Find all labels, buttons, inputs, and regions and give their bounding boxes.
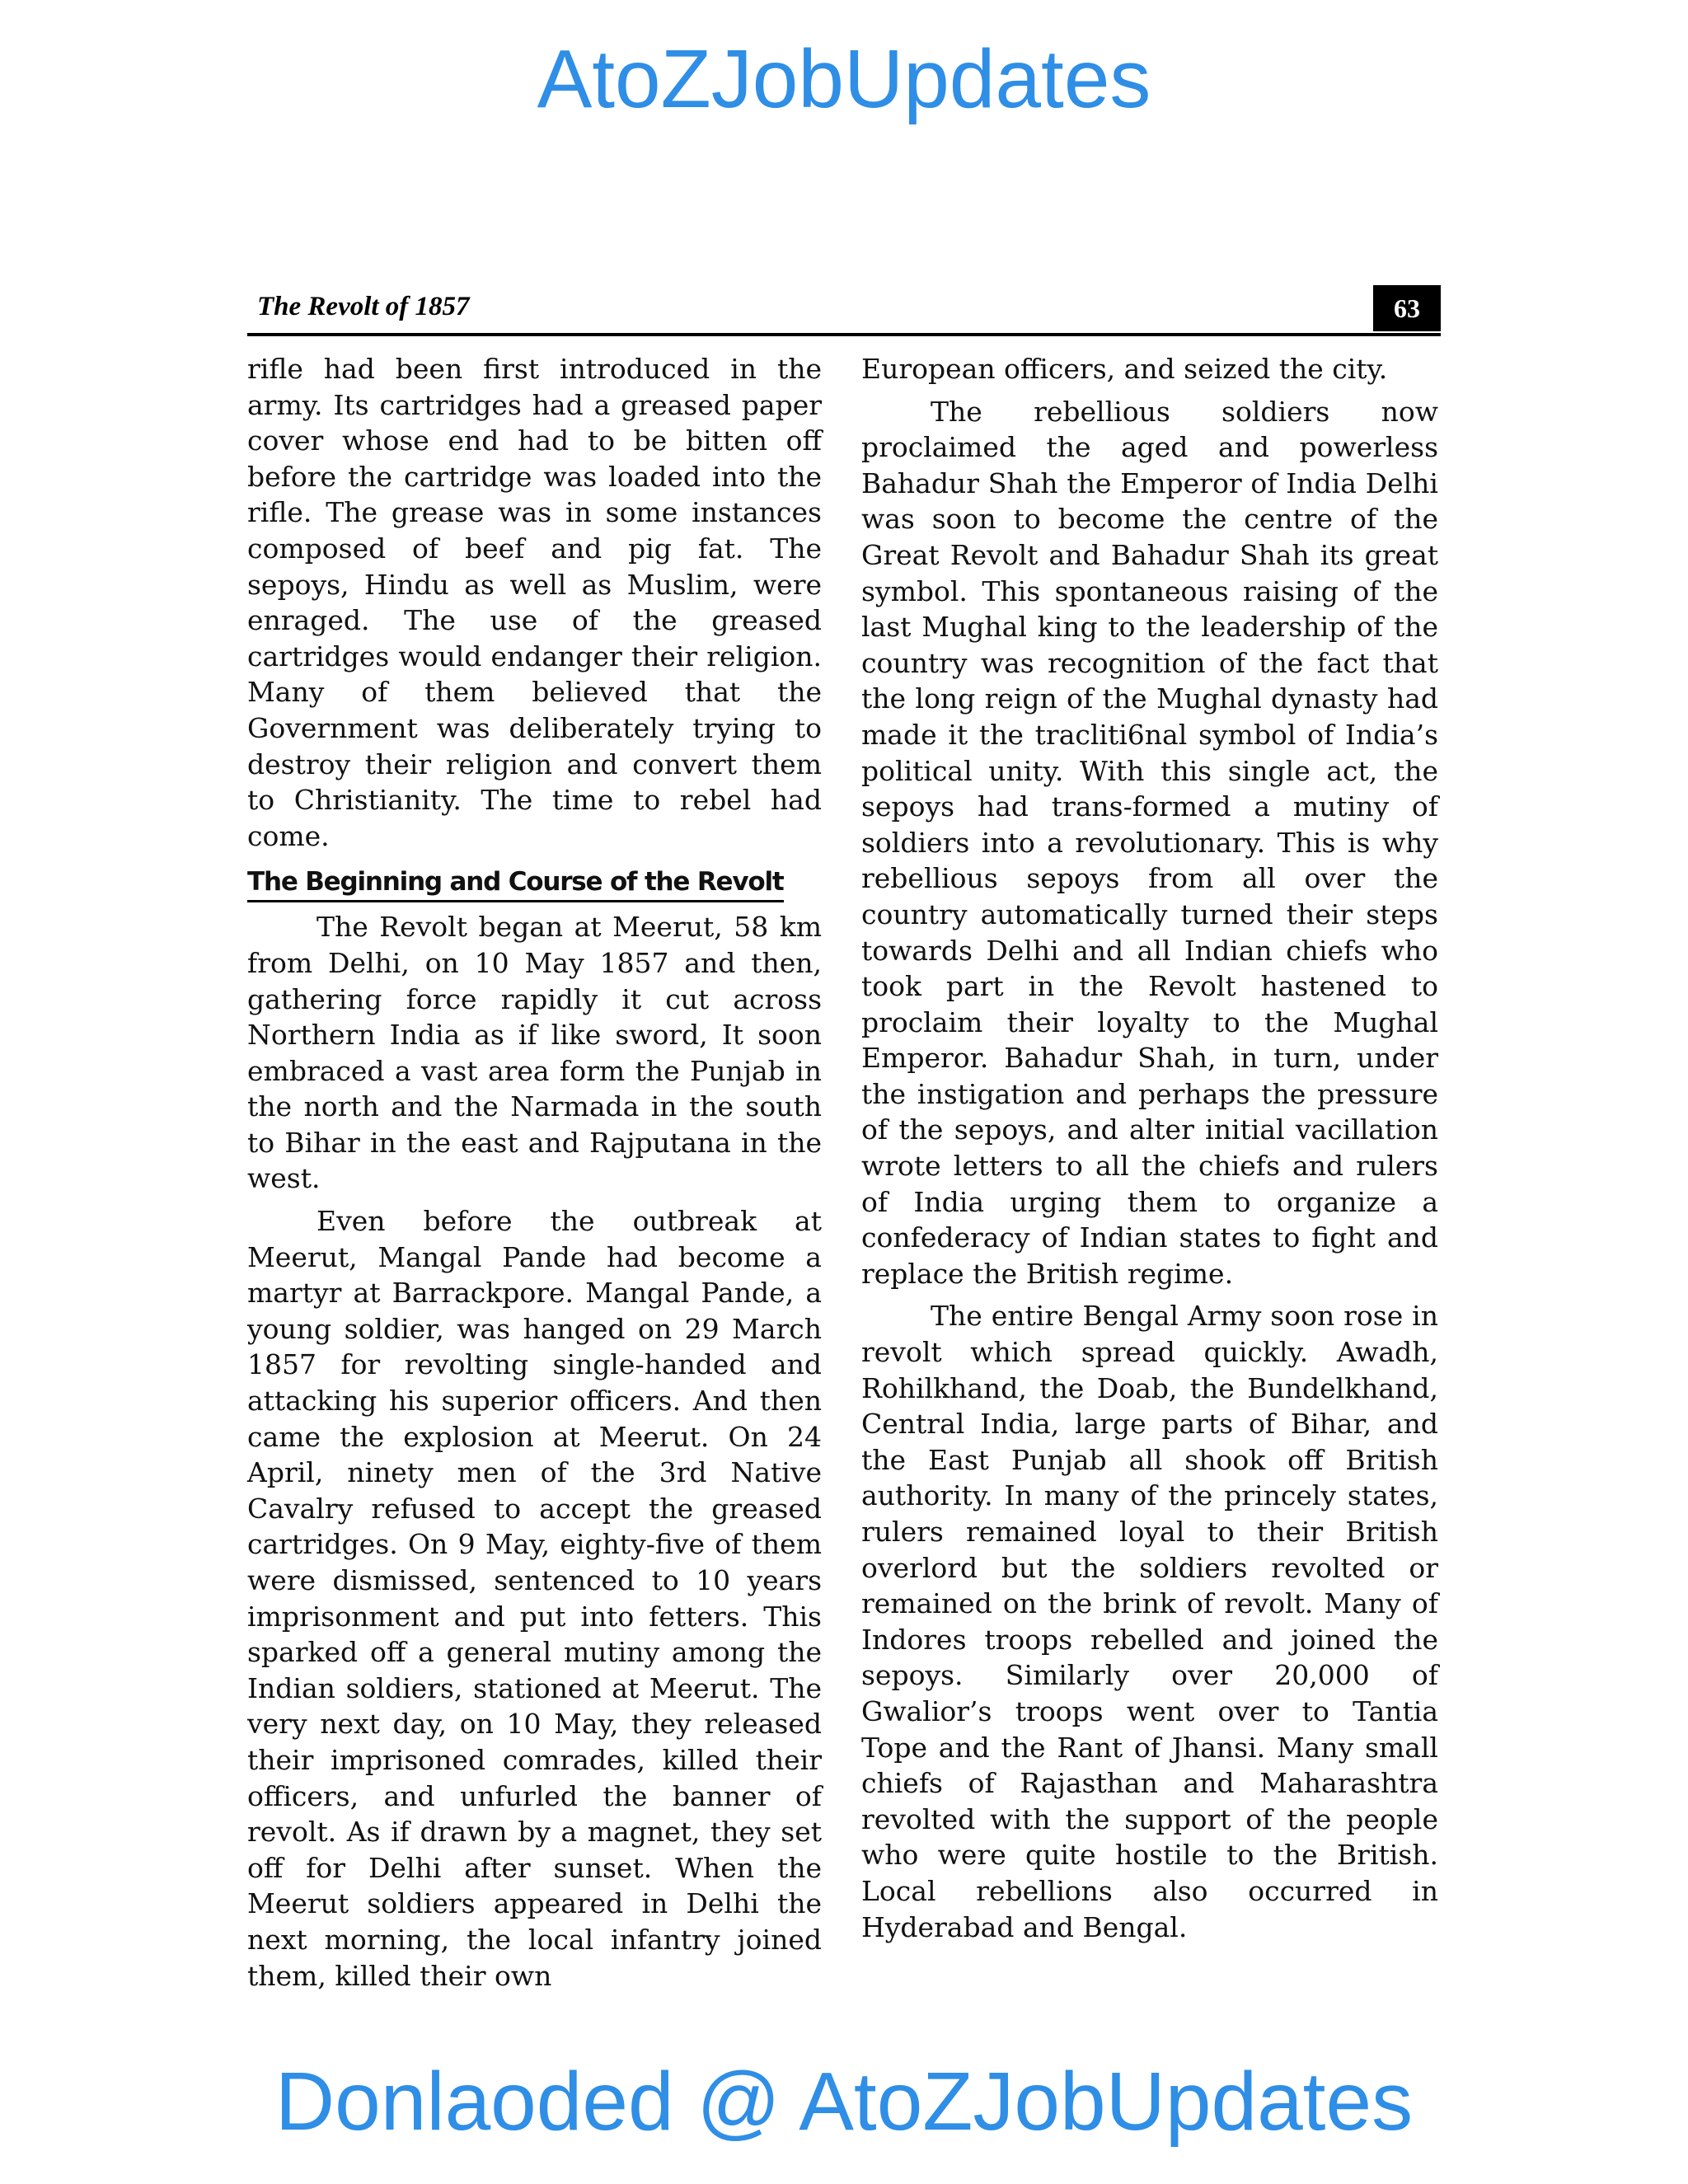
- section-heading: The Beginning and Course of the Revolt: [247, 865, 784, 902]
- page-number: 63: [1373, 285, 1441, 331]
- paragraph: The rebellious soldiers now proclaimed the aged and powerless Bahadur Shah the Emperor of India Delhi was soon to become the centre of the Great Revolt and Bahadur Shah its great symbol. This spontaneous raising of the last Mughal king to the leadership of the country was recognition of the fact that the long reign of the Mughal dynasty had made it the tracliti6nal symbol of India’s political unity. With this single act, the sepoys had trans-formed a mutiny of soldiers into a revolutionary. This is why rebellious sepoys from all over the country automatically turned their steps towards Delhi and all Indian chiefs who took part in the Revolt hastened to proclaim their loyalty to the Mughal Emperor. Bahadur Shah, in turn, under the instigation and perhaps the pressure of the sepoys, and alter initial vacillation wrote letters to all the chiefs and rulers of India urging them to organize a confederacy of Indian states to fight and replace the British regime.: [861, 395, 1438, 1290]
- right-column: [861, 351, 1438, 1952]
- running-title: The Revolt of 1857: [257, 292, 470, 321]
- watermark-bottom: Donlaoded @ AtoZJobUpdates: [274, 2055, 1414, 2148]
- watermark-top: AtoZJobUpdates: [537, 33, 1151, 125]
- paragraph: European officers, and seized the city.: [861, 353, 1388, 385]
- paragraph: rifle had been first introduced in the army. Its cartridges had a greased paper cover whose end had to be bitten off before the cartridge was loaded into the rifle. The grease was in some instances composed of beef and pig fat. The sepoys, Hindu as well as Muslim, were enraged. The use of the greased cartridges would endanger their religion. Many of them believed that the Government was deliberately trying to destroy their religion and convert them to Christianity. The time to rebel had come.: [247, 353, 822, 852]
- paragraph: Even before the outbreak at Meerut, Mangal Pande had become a martyr at Barrackpore. Mangal Pande, a young soldier, was hanged on 29 March 1857 for revolting single-handed and attacking his superior officers. And then came the explosion at Meerut. On 24 April, ninety men of the 3rd Native Cavalry refused to accept the greased cartridges. On 9 May, eighty-five of them were dismissed, sentenced to 10 years imprisonment and put into fetters. This sparked off a general mutiny among the Indian soldiers, stationed at Meerut. The very next day, on 10 May, they released their imprisoned comrades, killed their officers, and unfurled the banner of revolt. As if drawn by a magnet, they set off for Delhi after sunset. When the Meerut soldiers appeared in Delhi the next morning, the local infantry joined them, killed their own: [247, 1205, 822, 1992]
- page-header: [247, 285, 1441, 336]
- left-column: [247, 351, 822, 2000]
- paragraph: The entire Bengal Army soon rose in revolt which spread quickly. Awadh, Rohilkhand, the Doab, the Bundelkhand, Central India, large parts of Bihar, and the East Punjab all shook off British authority. In many of the princely states, rulers remained loyal to their British overlord but the soldiers revolted or remained on the brink of revolt. Many of Indores troops rebelled and joined the sepoys. Similarly over 20,000 of Gwalior’s troops went over to Tantia Tope and the Rant of Jhansi. Many small chiefs of Rajasthan and Maharashtra revolted with the support of the people who were quite hostile to the British. Local rebellions also occurred in Hyderabad and Bengal.: [861, 1300, 1438, 1943]
- paragraph: The Revolt began at Meerut, 58 km from Delhi, on 10 May 1857 and then, gathering force rapidly it cut across Northern India as if like sword, It soon embraced a vast area form the Punjab in the north and the Narmada in the south to Bihar in the east and Rajputana in the west.: [247, 911, 822, 1195]
